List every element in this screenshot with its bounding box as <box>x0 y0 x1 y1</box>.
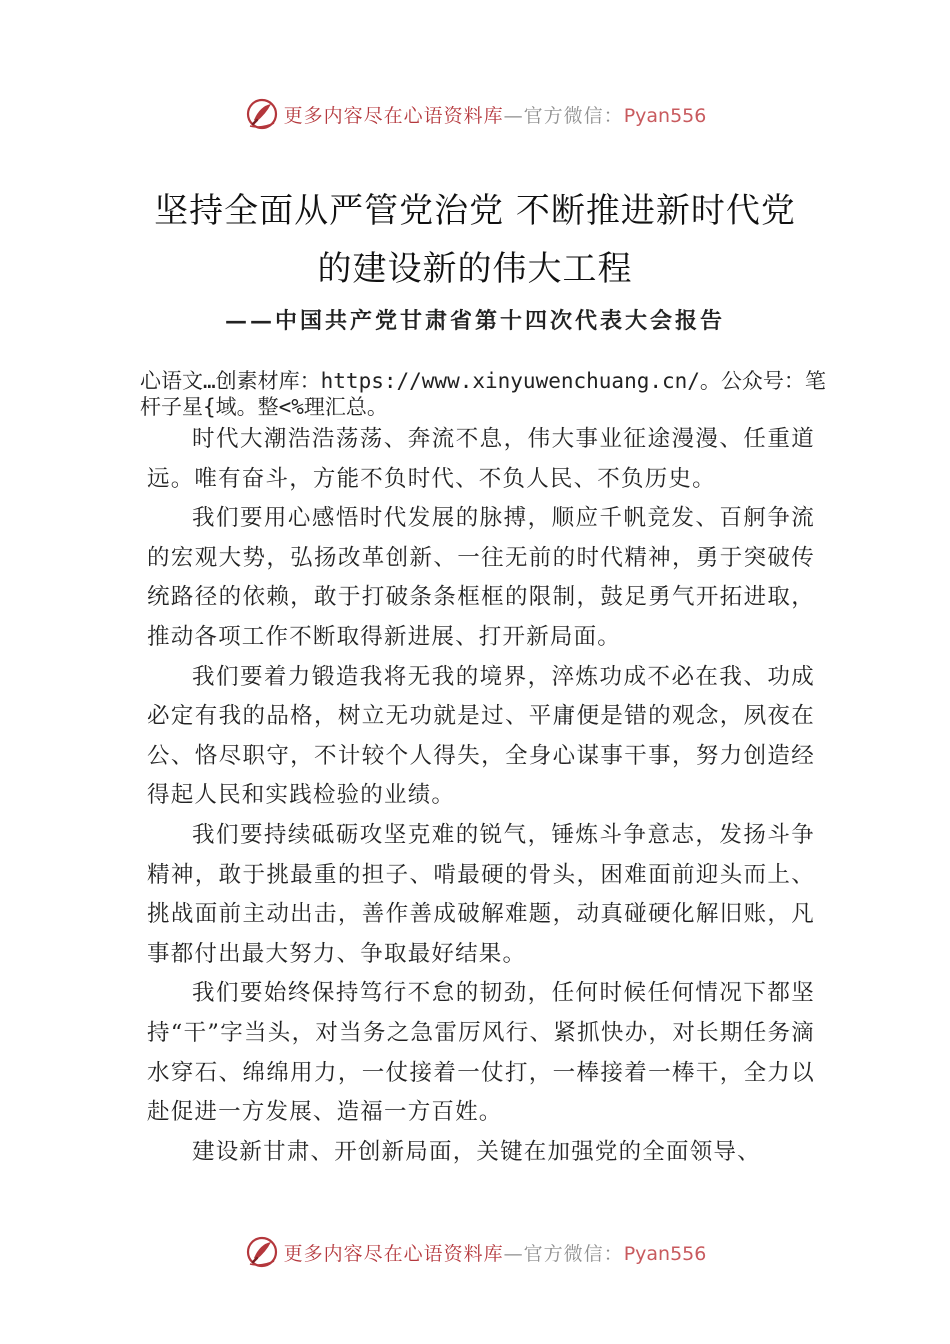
brush-logo-icon <box>244 96 280 132</box>
watermark-text: 更多内容尽在心语资料库—官方微信：Pyan556 <box>283 104 707 127</box>
brush-logo-icon <box>244 1234 280 1270</box>
paragraph: 建设新甘肃、开创新局面，关键在加强党的全面领导、 <box>192 1138 761 1165</box>
paragraph: 我们要始终保持笃行不怠的韧劲，任何时候任何情况下都坚持“干”字当头，对当务之急雷厉风行、紧抓快办，对长期任务滴水穿石、绵绵用力，一仗接着一仗打，一棒接着一棒干，全力以赴促进一方发展、造福一方百姓。 <box>147 980 815 1126</box>
header-watermark <box>0 94 950 134</box>
source-note: 心语文…创素材库：https://www.xinyuwenchuang.cn/。公众号：笔杆子星{域。整<%理汇总。 <box>140 369 826 419</box>
page-subtitle: ——中国共产党甘肃省第十四次代表大会报告 <box>224 308 725 334</box>
paragraph: 我们要着力锻造我将无我的境界，淬炼功成不必在我、功成必定有我的品格，树立无功就是过、平庸便是错的观念，夙夜在公、恪尽职守，不计较个人得失，全身心谋事干事，努力创造经得起人民和实践检验的业绩。 <box>147 663 815 809</box>
page-title-line-1: 坚持全面从严管党治党 不断推进新时代党 <box>154 191 796 231</box>
paragraph: 我们要持续砥砺攻坚克难的锐气，锤炼斗争意志，发扬斗争精神，敢于挑最重的担子、啃最硬的骨头，困难面前迎头而上、挑战面前主动出击，善作善成破解难题，动真碰硬化解旧账，凡事都付出最大努力、争取最好结果。 <box>147 821 815 967</box>
paragraph: 我们要用心感悟时代发展的脉搏，顺应千帆竞发、百舸争流的宏观大势，弘扬改革创新、一往无前的时代精神，勇于突破传统路径的依赖，敢于打破条条框框的限制，鼓足勇气开拓进取，推动各项工作不断取得新进展、打开新局面。 <box>147 505 815 650</box>
watermark-text: 更多内容尽在心语资料库—官方微信：Pyan556 <box>283 1242 707 1265</box>
body-text <box>147 420 815 1172</box>
footer-watermark <box>0 1232 950 1272</box>
page-title-line-2: 的建设新的伟大工程 <box>317 249 633 289</box>
paragraph: 时代大潮浩浩荡荡、奔流不息，伟大事业征途漫漫、任重道远。唯有奋斗，方能不负时代、不负人民、不负历史。 <box>147 426 815 492</box>
